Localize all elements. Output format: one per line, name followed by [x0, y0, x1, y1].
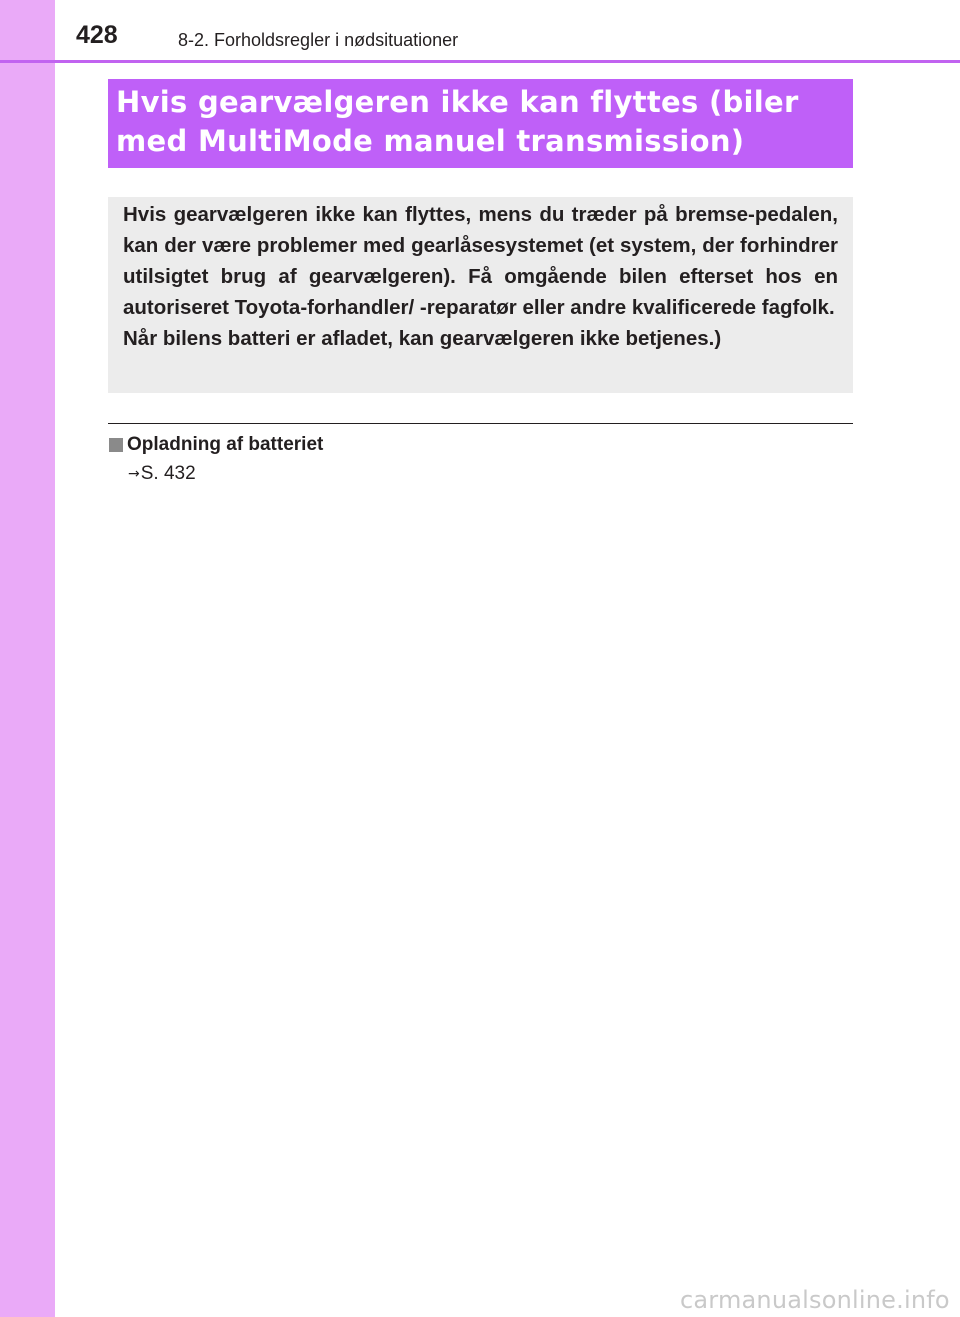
- page-number: 428: [76, 21, 118, 49]
- summary-box: [108, 197, 853, 393]
- page-reference-link[interactable]: [128, 462, 196, 486]
- page-reference-text: S. 432: [140, 463, 196, 484]
- summary-paragraph-1: Hvis gearvælgeren ikke kan flyttes, mens du træder på bremse-pedalen, kan der være problemer med gearlåsesystemet (et system, der forhindrer utilsigtet brug af gearvælgeren). Få omgående bilen efterset hos en autoriseret Toyota-forhandler/ -reparatør eller andre kvalificerede fagfolk.: [123, 203, 838, 319]
- section-divider: [108, 423, 853, 424]
- section-title-line-1: Hvis gearvælgeren ikke kan flyttes (biler: [116, 85, 799, 119]
- subsection-heading: [109, 433, 323, 457]
- square-bullet-icon: [109, 438, 123, 452]
- section-title-banner: [108, 79, 853, 168]
- subsection-heading-text: Opladning af batteriet: [127, 434, 324, 455]
- header-rule: [0, 60, 960, 63]
- section-title-line-2: med MultiMode manuel transmission): [116, 124, 745, 158]
- section-title: [116, 83, 845, 161]
- summary-paragraph-2: Når bilens batteri er afladet, kan gearvælgeren ikke betjenes.): [123, 327, 722, 350]
- running-header: 8-2. Forholdsregler i nødsituationer: [178, 30, 459, 50]
- arrow-right-icon: →: [128, 466, 140, 482]
- watermark: carmanualsonline.info: [680, 1286, 950, 1314]
- side-tab-band: [0, 0, 55, 1317]
